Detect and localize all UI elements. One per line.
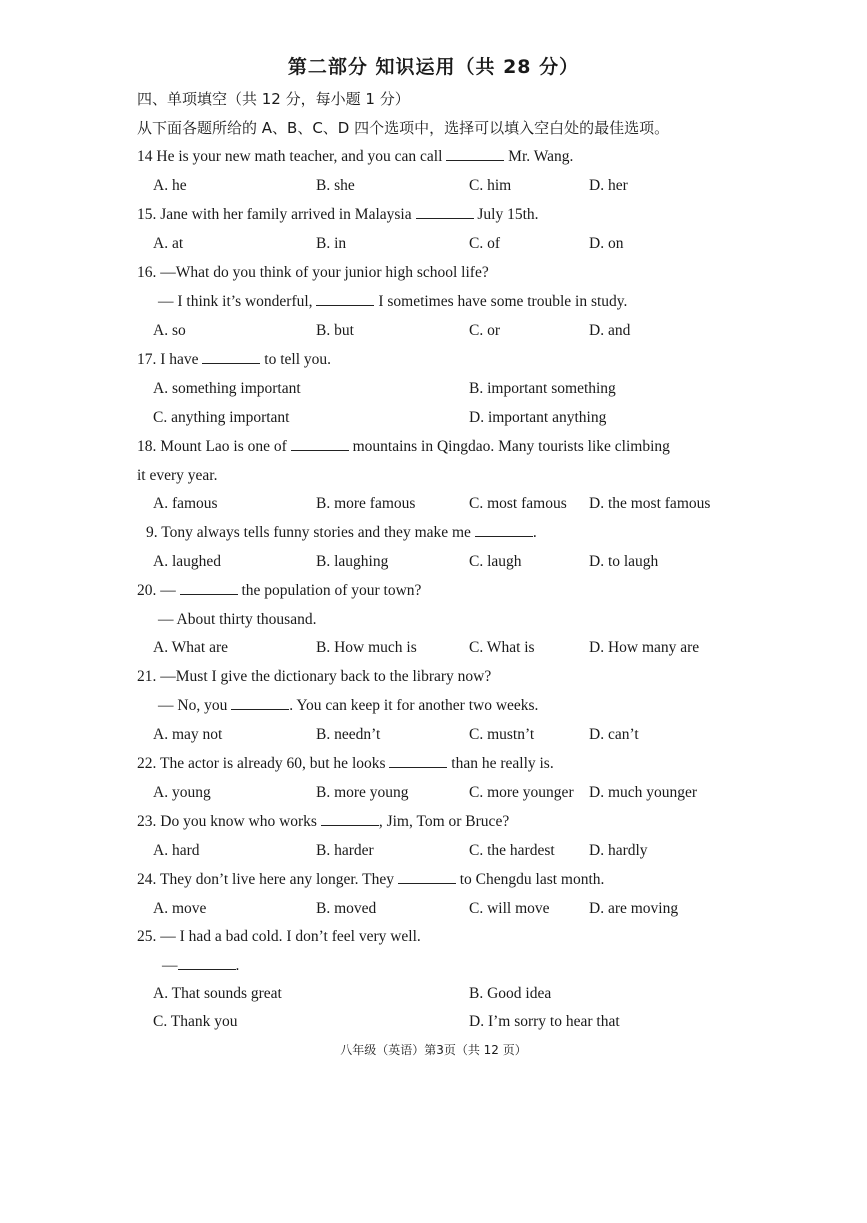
- option-a: A. so: [153, 322, 186, 339]
- question-stem: Mount Lao is one of: [160, 438, 287, 455]
- option-d: D. on: [589, 235, 624, 252]
- question-number: 9.: [146, 524, 158, 541]
- option-a: A. famous: [153, 495, 218, 512]
- question-18: [137, 438, 670, 456]
- question-21-reply: [158, 697, 538, 715]
- question-stem: —: [160, 582, 176, 599]
- option-c: C. Thank you: [153, 1013, 238, 1030]
- option-b: B. she: [316, 177, 355, 194]
- option-d: D. much younger: [589, 784, 698, 801]
- page-footer: 八年级（英语）第3页（共 12 页）: [340, 1043, 527, 1057]
- question-stem: the population of your town?: [241, 582, 422, 599]
- option-b: B. moved: [316, 900, 377, 917]
- option-c: C. more younger: [469, 784, 574, 801]
- instruction-text: 从下面各题所给的 A、B、C、D 四个选项中，选择可以填入空白处的最佳选项。: [137, 119, 670, 137]
- question-stem: — I had a bad cold. I don’t feel very well.: [160, 928, 421, 945]
- option-c: C. will move: [469, 900, 550, 917]
- question-stem: He is your new math teacher, and you can call: [156, 148, 443, 165]
- option-c: C. anything important: [153, 409, 290, 426]
- reply-text: — I think it’s wonderful,: [158, 293, 313, 310]
- question-number: 20.: [137, 582, 157, 599]
- option-d: D. How many are: [589, 639, 700, 656]
- answer-blank: [178, 957, 236, 970]
- question-number: 23.: [137, 813, 157, 830]
- question-stem: —What do you think of your junior high school life?: [160, 264, 489, 281]
- question-16: [137, 264, 489, 282]
- option-a: A. he: [153, 177, 187, 194]
- answer-blank: [180, 582, 238, 595]
- question-number: 18.: [137, 438, 157, 455]
- answer-blank: [202, 351, 260, 364]
- option-a: A. young: [153, 784, 211, 801]
- question-stem: Jane with her family arrived in Malaysia: [160, 206, 412, 223]
- option-d: D. I’m sorry to hear that: [469, 1013, 620, 1030]
- reply-text: — About thirty thousand.: [158, 611, 317, 628]
- question-20: [137, 582, 421, 600]
- option-b: B. needn’t: [316, 726, 381, 743]
- question-15: [137, 206, 539, 224]
- option-b: B. How much is: [316, 639, 417, 656]
- question-stem: —Must I give the dictionary back to the library now?: [160, 668, 492, 685]
- option-a: A. laughed: [153, 553, 222, 570]
- option-a: A. What are: [153, 639, 229, 656]
- reply-text: I sometimes have some trouble in study.: [378, 293, 628, 310]
- option-a: A. something important: [153, 380, 301, 397]
- option-b: B. in: [316, 235, 347, 252]
- question-25: [137, 928, 421, 946]
- option-c: C. laugh: [469, 553, 522, 570]
- option-b: B. but: [316, 322, 354, 339]
- reply-text: — No, you: [158, 697, 228, 714]
- question-stem: The actor is already 60, but he looks: [159, 755, 386, 772]
- answer-blank: [291, 438, 349, 451]
- option-d: D. can’t: [589, 726, 639, 743]
- reply-text: —: [162, 957, 178, 974]
- reply-text: . You can keep it for another two weeks.: [289, 697, 539, 714]
- option-d: D. the most famous: [589, 495, 711, 512]
- option-c: C. the hardest: [469, 842, 555, 859]
- option-d: D. important anything: [469, 409, 607, 426]
- question-number: 21.: [137, 668, 157, 685]
- answer-blank: [389, 755, 447, 768]
- question-19: [146, 524, 537, 542]
- question-stem: Mr. Wang.: [508, 148, 574, 165]
- question-number: 15.: [137, 206, 157, 223]
- option-d: D. hardly: [589, 842, 648, 859]
- option-a: A. hard: [153, 842, 200, 859]
- question-stem: to tell you.: [264, 351, 332, 368]
- question-14: [137, 148, 573, 166]
- option-a: A. move: [153, 900, 207, 917]
- option-a: A. at: [153, 235, 184, 252]
- question-16-reply: [158, 293, 627, 311]
- question-stem: to Chengdu last month.: [459, 871, 605, 888]
- question-stem-continued: it every year.: [137, 467, 218, 484]
- question-stem: I have: [160, 351, 199, 368]
- option-b: B. more young: [316, 784, 409, 801]
- option-c: C. him: [469, 177, 512, 194]
- answer-blank: [446, 148, 504, 161]
- question-number: 24.: [137, 871, 157, 888]
- question-stem: Tony always tells funny stories and they make me: [161, 524, 471, 541]
- option-c: C. of: [469, 235, 500, 252]
- answer-blank: [475, 524, 533, 537]
- question-24: [137, 871, 604, 889]
- question-17: [137, 351, 331, 369]
- option-b: B. more famous: [316, 495, 416, 512]
- option-d: D. her: [589, 177, 628, 194]
- option-b: B. Good idea: [469, 985, 552, 1002]
- question-number: 25.: [137, 928, 157, 945]
- question-stem: than he really is.: [451, 755, 554, 772]
- option-c: C. most famous: [469, 495, 567, 512]
- question-22: [137, 755, 554, 773]
- answer-blank: [316, 293, 374, 306]
- question-23: [137, 813, 509, 831]
- answer-blank: [398, 871, 456, 884]
- question-number: 17.: [137, 351, 157, 368]
- option-b: B. harder: [316, 842, 374, 859]
- option-d: D. are moving: [589, 900, 679, 917]
- question-stem: July 15th.: [477, 206, 539, 223]
- option-d: D. and: [589, 322, 631, 339]
- option-c: C. or: [469, 322, 500, 339]
- option-c: C. mustn’t: [469, 726, 535, 743]
- section-heading: 四、单项填空（共 12 分，每小题 1 分）: [137, 90, 410, 108]
- question-21: [137, 668, 491, 686]
- answer-blank: [231, 697, 289, 710]
- answer-blank: [321, 813, 379, 826]
- option-b: B. important something: [469, 380, 616, 397]
- question-number: 22.: [137, 755, 157, 772]
- option-b: B. laughing: [316, 553, 389, 570]
- option-d: D. to laugh: [589, 553, 659, 570]
- question-stem: mountains in Qingdao. Many tourists like climbing: [352, 438, 670, 455]
- question-number: 14: [137, 148, 153, 165]
- question-number: 16.: [137, 264, 157, 281]
- option-a: A. may not: [153, 726, 223, 743]
- question-stem: They don’t live here any longer. They: [159, 871, 394, 888]
- reply-text: .: [235, 957, 240, 974]
- option-c: C. What is: [469, 639, 535, 656]
- question-stem: Do you know who works: [160, 813, 317, 830]
- option-a: A. That sounds great: [153, 985, 282, 1002]
- question-25-reply: [162, 957, 239, 975]
- question-stem: .: [532, 524, 537, 541]
- question-stem: , Jim, Tom or Bruce?: [378, 813, 510, 830]
- answer-blank: [416, 206, 474, 219]
- page-title: 第二部分 知识运用（共 28 分）: [287, 56, 580, 78]
